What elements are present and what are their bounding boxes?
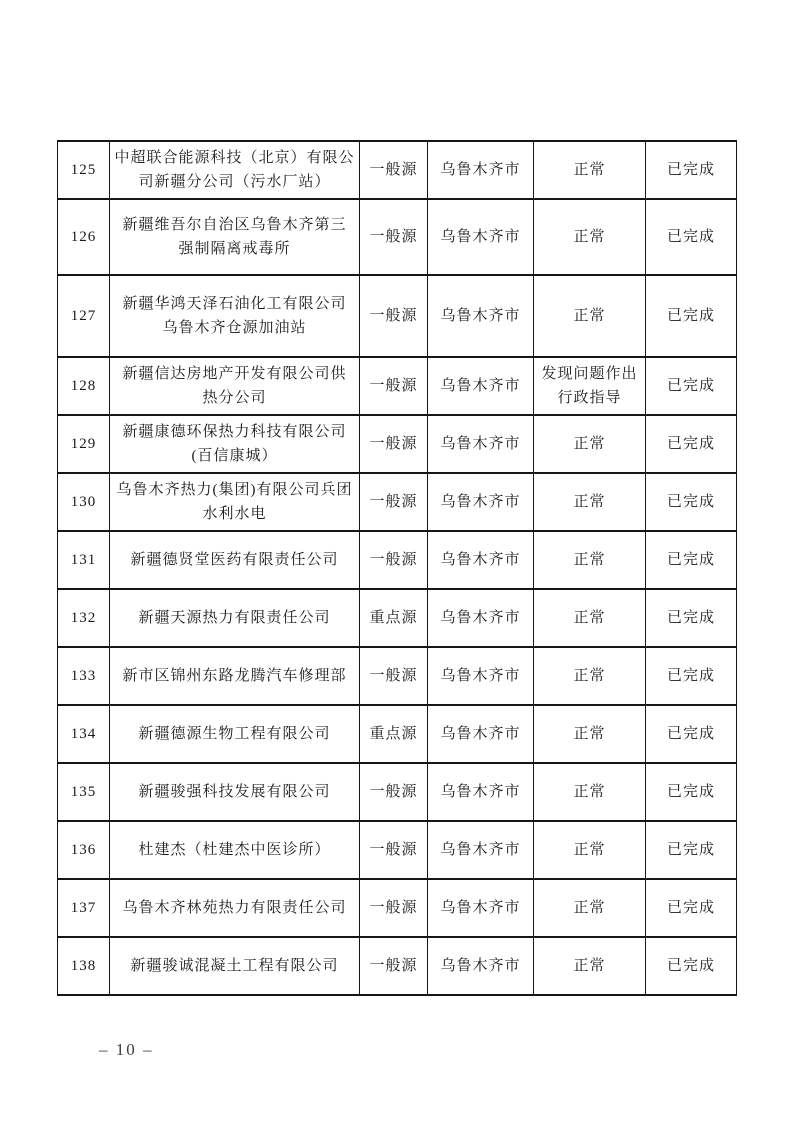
table-row [58,275,737,357]
row-number-cell: 132 [58,589,110,647]
source-type-cell: 一般源 [360,763,428,821]
table-row [58,473,737,531]
completion-cell: 已完成 [646,357,737,415]
source-type-cell: 一般源 [360,821,428,879]
row-number-cell: 138 [58,937,110,995]
company-name-cell-line: 水利水电 [202,506,267,522]
table-row [58,821,737,879]
status-cell [534,199,646,275]
company-name-cell-line: 新疆骏诚混凝土工程有限公司 [130,958,339,974]
completion-cell: 已完成 [646,275,737,357]
company-name-cell [110,473,360,531]
status-cell [534,415,646,473]
company-name-cell-line: 杜建杰（杜建杰中医诊所） [138,842,331,858]
status-cell-line: 正常 [573,436,606,452]
completion-cell: 已完成 [646,199,737,275]
completion-cell: 已完成 [646,531,737,589]
company-name-cell [110,589,360,647]
table-row [58,531,737,589]
table-row [58,415,737,473]
status-cell [534,141,646,199]
source-type-cell: 一般源 [360,357,428,415]
company-name-cell-line: 新疆德贤堂医药有限责任公司 [130,552,339,568]
company-name-cell-line: 热分公司 [202,390,267,406]
company-name-cell [110,763,360,821]
city-cell: 乌鲁木齐市 [428,705,534,763]
row-number-cell: 128 [58,357,110,415]
company-name-cell-line: 新疆天源热力有限责任公司 [138,610,331,626]
status-cell-line: 正常 [573,842,606,858]
table-row [58,705,737,763]
city-cell: 乌鲁木齐市 [428,879,534,937]
status-cell-line: 正常 [573,610,606,626]
completion-cell: 已完成 [646,415,737,473]
completion-cell: 已完成 [646,705,737,763]
row-number-cell: 130 [58,473,110,531]
completion-cell: 已完成 [646,473,737,531]
company-name-cell-line: 强制隔离戒毒所 [178,241,291,257]
status-cell [534,275,646,357]
city-cell: 乌鲁木齐市 [428,199,534,275]
company-name-cell [110,531,360,589]
status-cell-line: 正常 [573,552,606,568]
source-type-cell: 一般源 [360,199,428,275]
status-cell [534,763,646,821]
row-number-cell: 131 [58,531,110,589]
company-name-cell [110,821,360,879]
table-row [58,647,737,705]
table-row [58,199,737,275]
status-cell [534,879,646,937]
company-name-cell-line: 乌鲁木齐热力(集团)有限公司兵团 [116,482,353,498]
row-number-cell: 134 [58,705,110,763]
company-name-cell-line: 新疆骏强科技发展有限公司 [138,784,331,800]
company-name-cell [110,647,360,705]
city-cell: 乌鲁木齐市 [428,821,534,879]
company-name-cell [110,937,360,995]
status-cell-line: 正常 [573,494,606,510]
status-cell [534,647,646,705]
source-type-cell: 一般源 [360,473,428,531]
city-cell: 乌鲁木齐市 [428,763,534,821]
status-cell-line: 正常 [573,900,606,916]
city-cell: 乌鲁木齐市 [428,275,534,357]
status-cell [534,705,646,763]
company-name-cell-line: 司新疆分公司（污水厂站） [138,174,331,190]
company-name-cell [110,275,360,357]
completion-cell: 已完成 [646,879,737,937]
city-cell: 乌鲁木齐市 [428,647,534,705]
source-type-cell: 重点源 [360,705,428,763]
status-cell [534,473,646,531]
completion-cell: 已完成 [646,937,737,995]
city-cell: 乌鲁木齐市 [428,531,534,589]
source-type-cell: 一般源 [360,531,428,589]
company-name-cell [110,705,360,763]
source-type-cell: 一般源 [360,937,428,995]
city-cell: 乌鲁木齐市 [428,589,534,647]
status-cell [534,589,646,647]
status-cell [534,357,646,415]
city-cell: 乌鲁木齐市 [428,415,534,473]
status-cell [534,531,646,589]
company-name-cell-line: 乌鲁木齐林苑热力有限责任公司 [122,900,347,916]
status-cell-line: 正常 [573,229,606,245]
source-type-cell: 一般源 [360,275,428,357]
source-type-cell: 重点源 [360,589,428,647]
completion-cell: 已完成 [646,141,737,199]
status-cell-line: 正常 [573,668,606,684]
status-cell-line: 发现问题作出 [541,366,638,382]
company-name-cell [110,199,360,275]
status-cell-line: 正常 [573,308,606,324]
company-name-cell [110,357,360,415]
table-body [58,141,737,995]
row-number-cell: 136 [58,821,110,879]
row-number-cell: 135 [58,763,110,821]
company-name-cell-line: 乌鲁木齐仓源加油站 [162,320,307,336]
status-cell-line: 行政指导 [557,390,622,406]
completion-cell: 已完成 [646,763,737,821]
status-cell [534,821,646,879]
city-cell: 乌鲁木齐市 [428,473,534,531]
table-row [58,879,737,937]
status-cell-line: 正常 [573,726,606,742]
table-row [58,763,737,821]
city-cell: 乌鲁木齐市 [428,141,534,199]
company-name-cell-line: 中超联合能源科技（北京）有限公 [114,150,355,166]
table-row [58,937,737,995]
city-cell: 乌鲁木齐市 [428,937,534,995]
source-type-cell: 一般源 [360,879,428,937]
company-name-cell [110,415,360,473]
city-cell: 乌鲁木齐市 [428,357,534,415]
table-row [58,589,737,647]
completion-cell: 已完成 [646,589,737,647]
row-number-cell: 125 [58,141,110,199]
company-name-cell-line: 新疆康德环保热力科技有限公司 [122,424,347,440]
company-name-cell-line: 新疆维吾尔自治区乌鲁木齐第三 [122,217,347,233]
row-number-cell: 126 [58,199,110,275]
page-number: – 10 – [99,1040,154,1059]
completion-cell: 已完成 [646,647,737,705]
table-row [58,141,737,199]
source-type-cell: 一般源 [360,415,428,473]
company-name-cell [110,879,360,937]
row-number-cell: 133 [58,647,110,705]
source-type-cell: 一般源 [360,647,428,705]
completion-cell: 已完成 [646,821,737,879]
status-cell [534,937,646,995]
row-number-cell: 137 [58,879,110,937]
company-name-cell-line: 新市区锦州东路龙腾汽车修理部 [122,668,347,684]
company-name-cell-line: 新疆信达房地产开发有限公司供 [122,366,347,382]
row-number-cell: 129 [58,415,110,473]
status-cell-line: 正常 [573,784,606,800]
source-type-cell: 一般源 [360,141,428,199]
status-cell-line: 正常 [573,958,606,974]
company-name-cell-line: 新疆华鸿天泽石油化工有限公司 [122,296,347,312]
company-name-cell [110,141,360,199]
company-name-cell-line: (百信康城） [191,448,278,464]
supervision-results-table [57,140,737,996]
table-row [58,357,737,415]
company-name-cell-line: 新疆德源生物工程有限公司 [138,726,331,742]
status-cell-line: 正常 [573,162,606,178]
row-number-cell: 127 [58,275,110,357]
